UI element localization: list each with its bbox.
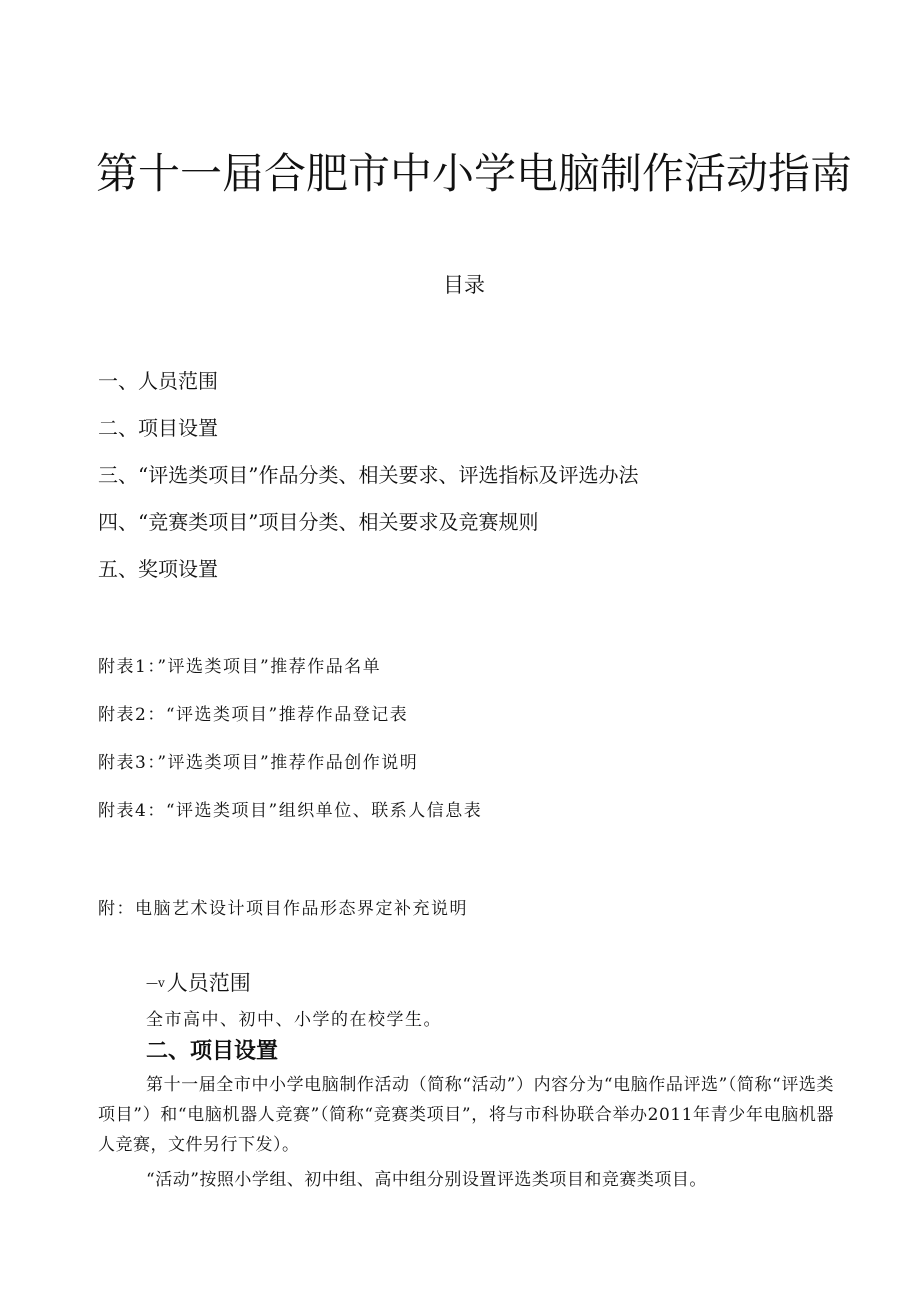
- section-marker: —v: [146, 976, 165, 990]
- supplement-note: 附：电脑艺术设计项目作品形态界定补充说明: [98, 899, 468, 919]
- toc-item-project-setup: 二、项目设置: [98, 416, 218, 440]
- toc-item-selection-projects: 三、“评选类项目”作品分类、相关要求、评选指标及评选办法: [98, 463, 639, 487]
- section-personnel-text: 全市高中、初中、小学的在校学生。: [146, 1010, 442, 1030]
- section-project-paragraph-2: “活动”按照小学组、初中组、高中组分别设置评选类项目和竞赛类项目。: [146, 1170, 707, 1190]
- toc-item-personnel-scope: 一、人员范围: [98, 369, 218, 393]
- section-personnel-title: 人员范围: [166, 971, 251, 995]
- section-project-paragraph-1: 第十一届全市中小学电脑制作活动（简称“活动”）内容分为“电脑作品评选”（简称“评选类项目”）和“电脑机器人竞赛”（简称“竞赛类项目”，将与市科协联合举办2011年青少年电脑机器人竞赛，文件另行下发）。: [98, 1075, 834, 1155]
- appendix-item-2: 附表2：“评选类项目”推荐作品登记表: [98, 705, 409, 725]
- section-project-heading: 二、项目设置: [146, 1039, 279, 1064]
- section-personnel-heading: [146, 967, 251, 999]
- appendix-item-4: 附表4：“评选类项目”组织单位、联系人信息表: [98, 801, 483, 821]
- table-of-contents: [98, 366, 638, 601]
- toc-heading: 目录: [443, 273, 485, 297]
- document-title: 第十一届合肥市中小学电脑制作活动指南: [96, 149, 853, 198]
- toc-item-competition-projects: 四、“竞赛类项目”项目分类、相关要求及竞赛规则: [98, 510, 539, 534]
- toc-item-awards: 五、奖项设置: [98, 557, 218, 581]
- appendix-item-3: 附表3：”评选类项目”推荐作品创作说明: [98, 753, 419, 773]
- appendix-list: [98, 652, 482, 844]
- appendix-item-1: 附表1：”评选类项目”推荐作品名单: [98, 657, 382, 677]
